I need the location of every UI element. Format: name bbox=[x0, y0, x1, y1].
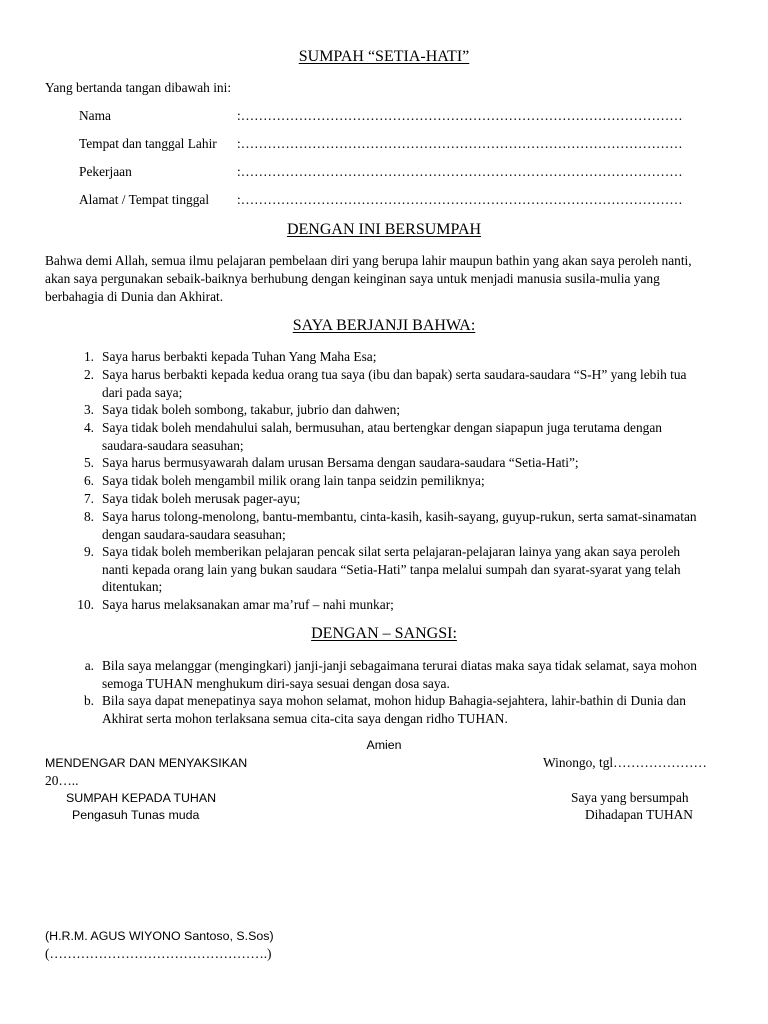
list-text: Saya tidak boleh memberikan pelajaran pencak silat serta pelajaran-pelajaran lainya yang akan saya peroleh bbox=[102, 544, 681, 559]
list-text: dengan saudara-saudara seasuhan; bbox=[102, 526, 286, 542]
list-letter: b. bbox=[83, 693, 94, 708]
list-text: saudara-saudara seasuhan; bbox=[102, 437, 244, 453]
oath-taker-line-1: Saya yang bersumpah bbox=[571, 790, 689, 805]
intro-text: Yang bertanda tangan dibawah ini: bbox=[45, 80, 232, 95]
place-date: Winongo, tgl………………… bbox=[543, 755, 707, 770]
section-heading-promise: SAYA BERJANJI BAHWA: bbox=[292, 317, 476, 334]
signer-blank[interactable]: (………………………………………….) bbox=[45, 946, 272, 961]
field-label-job: Pekerjaan bbox=[79, 164, 132, 179]
list-text: Bila saya melanggar (mengingkari) janji-janji sebagaimana terurai diatas maka saya tidak selamat, saya mohon bbox=[102, 658, 697, 673]
oath-taker-line-2: Dihadapan TUHAN bbox=[585, 807, 693, 822]
list-number: 10. bbox=[77, 597, 94, 612]
field-label-birth: Tempat dan tanggal Lahir bbox=[79, 136, 217, 151]
witness-line-2: Pengasuh Tunas muda bbox=[72, 808, 200, 822]
list-number: 5. bbox=[83, 455, 94, 470]
list-text: Saya harus melaksanakan amar ma’ruf – nahi munkar; bbox=[102, 597, 394, 612]
oath-paragraph bbox=[45, 252, 725, 306]
document-title: SUMPAH “SETIA-HATI” bbox=[298, 48, 470, 65]
list-letter: a. bbox=[84, 658, 94, 673]
paragraph-line: Bahwa demi Allah, semua ilmu pelajaran pembelaan diri yang berupa lahir maupun bathin yang akan saya peroleh nanti, bbox=[45, 253, 692, 268]
list-text: Saya harus berbakti kepada kedua orang tua saya (ibu dan bapak) serta saudara-saudara “S-H” yang lebih tua bbox=[102, 367, 687, 382]
field-blank-job[interactable]: :……………………………………………………………………………………… bbox=[237, 164, 683, 179]
field-label-address: Alamat / Tempat tinggal bbox=[79, 192, 210, 207]
list-text: Saya tidak boleh mengambil milik orang lain tanpa seidzin pemiliknya; bbox=[102, 473, 485, 488]
amien-text: Amien bbox=[366, 738, 402, 752]
field-label-nama: Nama bbox=[79, 108, 111, 123]
list-number: 3. bbox=[83, 402, 94, 417]
list-text: Saya tidak boleh merusak pager-ayu; bbox=[102, 491, 301, 506]
list-text: Saya harus bermusyawarah dalam urusan Bersama dengan saudara-saudara “Setia-Hati”; bbox=[102, 455, 579, 470]
field-blank-birth[interactable]: :……………………………………………………………………………………… bbox=[237, 136, 683, 151]
field-blank-nama[interactable]: :……………………………………………………………………………………… bbox=[237, 108, 683, 123]
list-text: Akhirat serta mohon terlaksana semua cita-cita saya dengan ridho TUHAN. bbox=[102, 710, 508, 726]
field-blank-address[interactable]: :……………………………………………………………………………………… bbox=[237, 192, 683, 207]
list-number: 6. bbox=[83, 473, 94, 488]
list-text: nanti kepada orang lain yang bukan saudara “Setia-Hati” tanpa melalui sumpah dan syarat-syarat yang telah bbox=[102, 561, 681, 577]
list-text: Saya tidak boleh mendahului salah, bermusuhan, atau bertengkar dengan siapapun juga terutama dengan bbox=[102, 420, 662, 435]
witness-line-1: SUMPAH KEPADA TUHAN bbox=[66, 791, 217, 805]
list-text: semoga TUHAN menghukum diri-saya sesuai dengan dosa saya. bbox=[102, 675, 450, 691]
year-text: 20….. bbox=[45, 773, 79, 788]
paragraph-line: akan saya pergunakan sebaik-baiknya berhubung dengan keinginan saya untuk menjadi manusia susila-mulia yang bbox=[45, 271, 660, 286]
list-text: Bila saya dapat menepatinya saya mohon selamat, mohon hidup Bahagia-sejahtera, lahir-bathin di Dunia dan bbox=[102, 693, 686, 708]
list-number: 9. bbox=[83, 544, 94, 559]
paragraph-line: berbahagia di Dunia dan Akhirat. bbox=[45, 289, 224, 304]
list-text: ditentukan; bbox=[102, 579, 163, 594]
signer-name: (H.R.M. AGUS WIYONO Santoso, S.Sos) bbox=[45, 929, 274, 943]
list-number: 1. bbox=[83, 349, 94, 364]
witness-heading: MENDENGAR DAN MENYAKSIKAN bbox=[45, 756, 248, 770]
section-heading-oath: DENGAN INI BERSUMPAH bbox=[286, 221, 482, 238]
section-heading-sanction: DENGAN – SANGSI: bbox=[311, 625, 457, 642]
list-number: 7. bbox=[83, 491, 94, 506]
list-text: Saya harus tolong-menolong, bantu-membantu, cinta-kasih, kasih-sayang, guyup-rukun, serta samat-sinamatan bbox=[102, 509, 697, 524]
list-text: Saya harus berbakti kepada Tuhan Yang Maha Esa; bbox=[102, 349, 377, 364]
list-text: dari pada saya; bbox=[102, 384, 183, 400]
list-number: 4. bbox=[83, 420, 94, 435]
list-number: 2. bbox=[83, 367, 94, 382]
list-number: 8. bbox=[83, 509, 94, 524]
list-text: Saya tidak boleh sombong, takabur, jubrio dan dahwen; bbox=[102, 402, 401, 417]
